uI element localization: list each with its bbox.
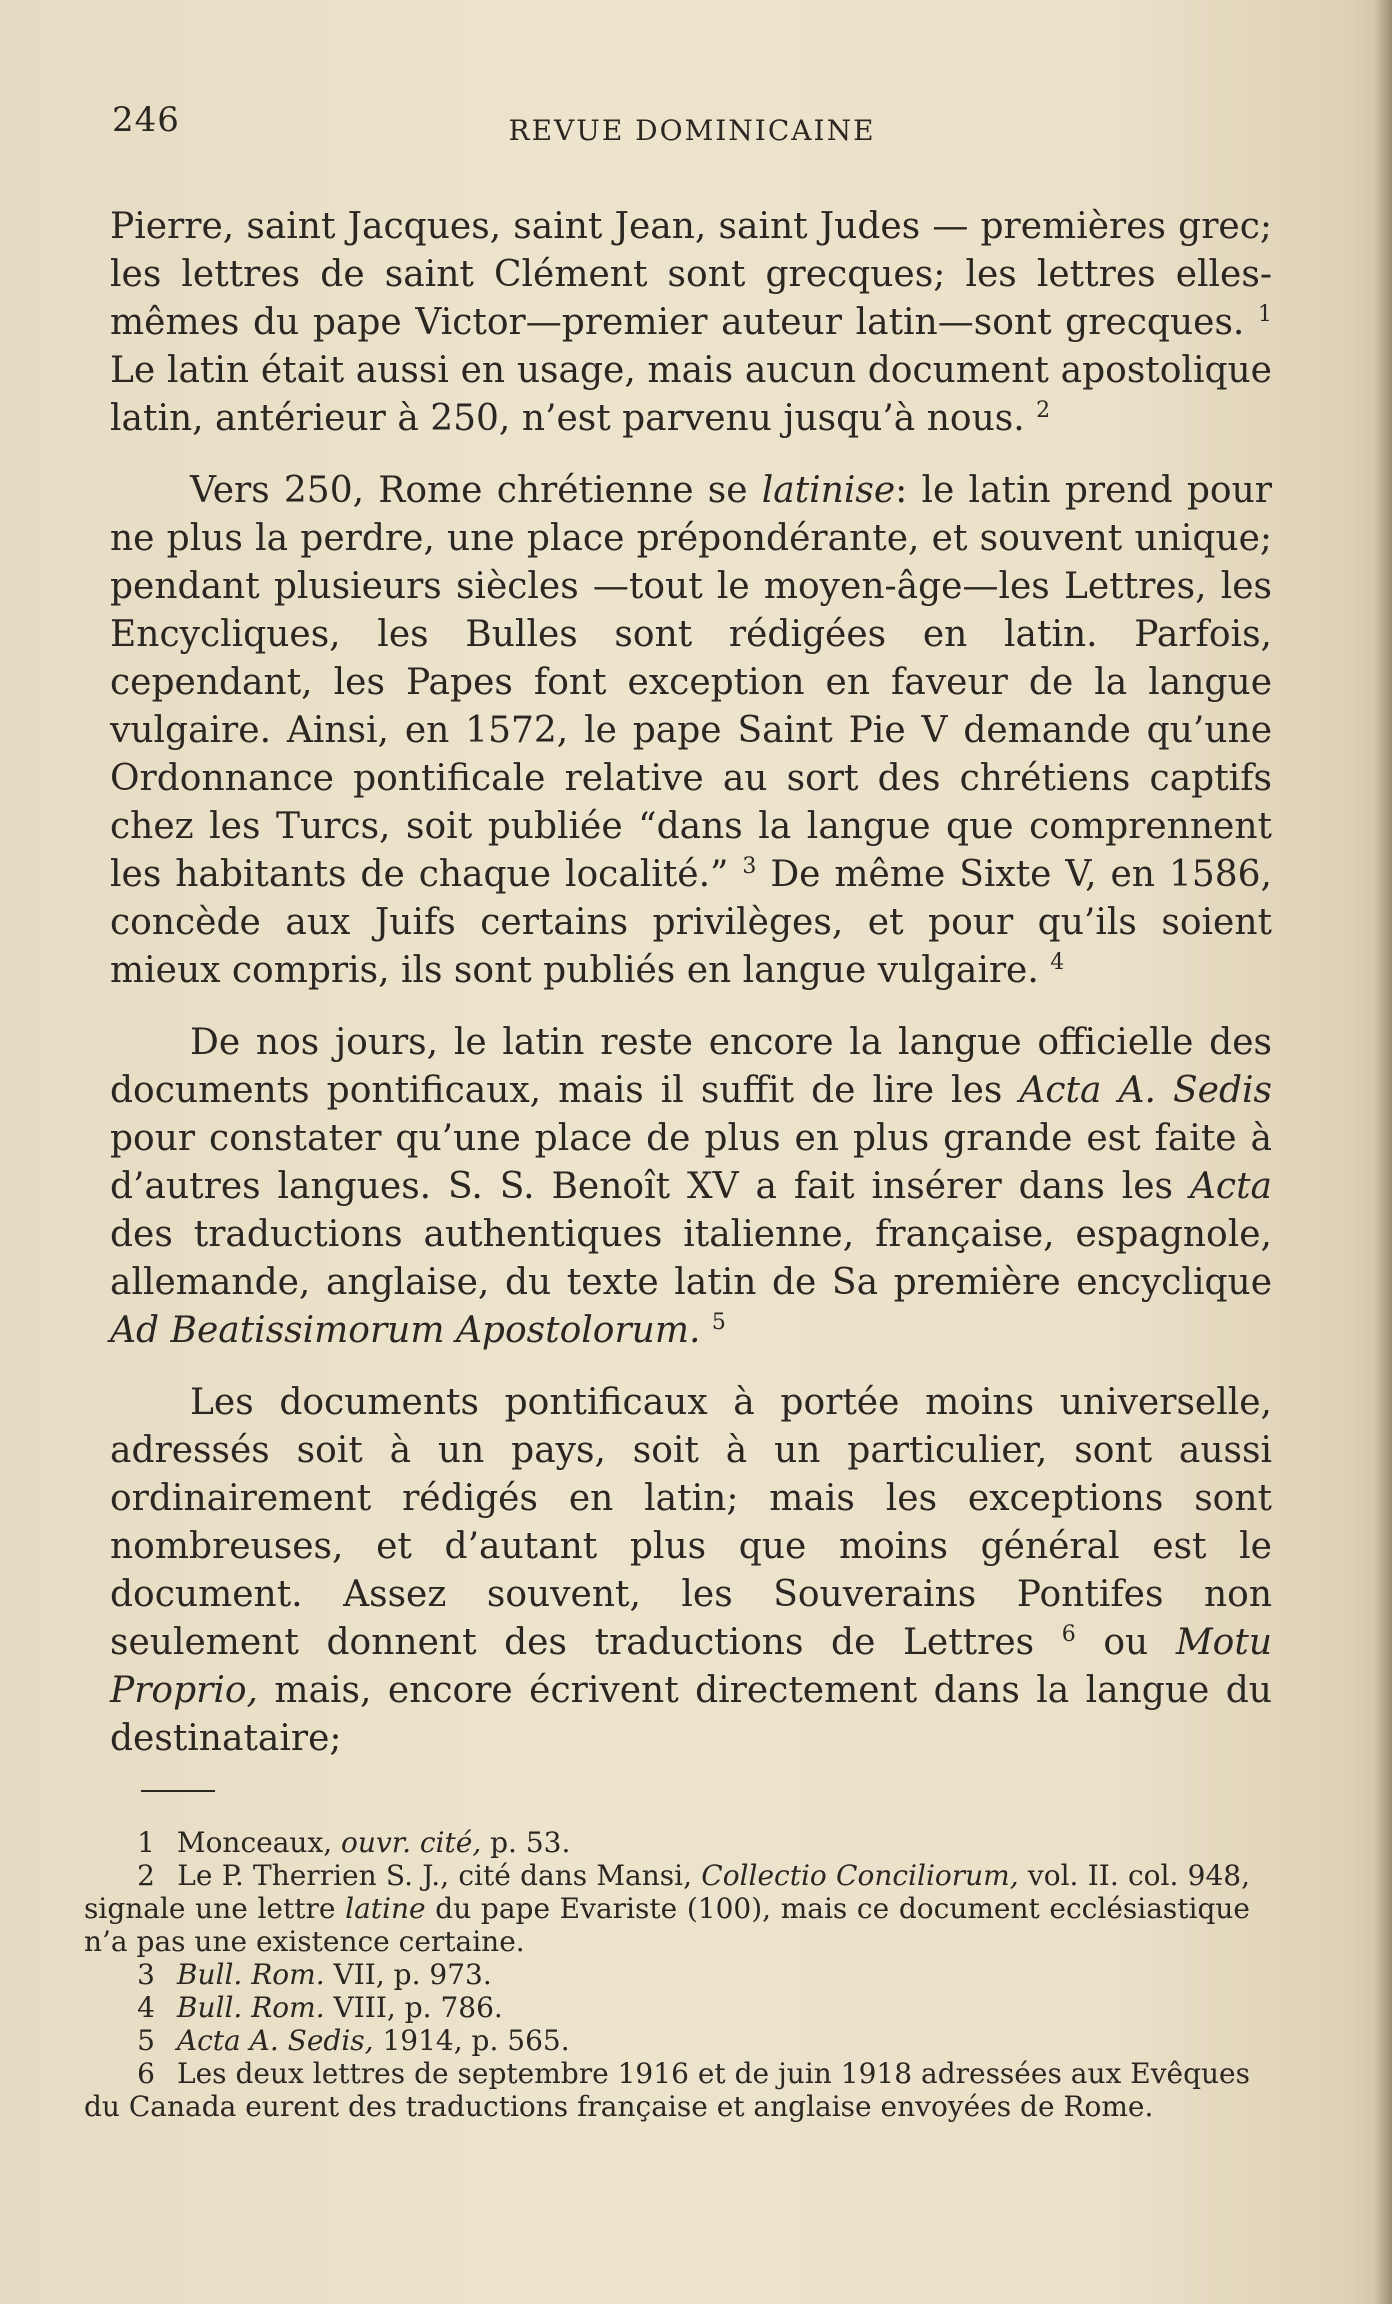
footnote-reference: 2: [1036, 398, 1051, 423]
italic-text: Motu Proprio,: [110, 1622, 1272, 1711]
text-run: du pape Evariste (100), mais ce document ecclésiastique n’a pas une existence certaine.: [84, 1892, 1251, 1958]
text-run: : le latin prend pour ne plus la perdre, une place prépondérante, et souvent unique; pendant plusieurs siècles —tout le moyen-âge—les Lettres, les Encycliques, les Bulles sont rédigées en latin. Parfois, cependant, les Papes font exception en faveur de la langue vulgaire. Ainsi, en 1572, le pape Saint Pie V demande qu’une Ordonnance pontificale relative au sort des chrétiens captifs chez les Turcs, soit publiée “dans la langue que comprennent les habitants de chaque localité.”: [110, 470, 1272, 895]
text-run: des traductions authentiques italienne, française, espagnole, allemande, anglaise, du texte latin de Sa première encyclique: [110, 1214, 1272, 1303]
paragraph: [110, 1019, 1272, 1355]
footnote: [84, 1991, 1250, 2024]
text-run: mais, encore écrivent directement dans la langue du destinataire;: [110, 1670, 1272, 1759]
text-run: pour constater qu’une place de plus en plus grande est faite à d’autres langues. S. S. Benoît XV a fait insérer dans les: [110, 1118, 1272, 1207]
footnote: [84, 2024, 1250, 2057]
text-run: VIII, p. 786.: [324, 1991, 503, 2024]
text-run: Monceaux,: [176, 1826, 342, 1859]
footnote-number: 4: [137, 1991, 155, 2024]
italic-text: latine: [345, 1892, 426, 1925]
text-run: ou: [1075, 1622, 1176, 1663]
text-run: De même Sixte V, en 1586, concède aux Juifs certains privilèges, et pour qu’ils soient mieux compris, ils sont publiés en langue vulgaire.: [110, 854, 1272, 991]
footnote-reference: 4: [1050, 950, 1065, 975]
footnotes: [84, 1826, 1250, 2123]
text-run: Vers 250, Rome chrétienne se: [190, 470, 762, 511]
italic-text: latinise: [761, 470, 896, 511]
footnote-reference: 1: [1258, 302, 1272, 327]
italic-text: Ad Beatissimorum Apostolorum.: [110, 1310, 701, 1351]
footnote-reference: 6: [1061, 1622, 1076, 1647]
text-run: Les documents pontificaux à portée moins universelle, adressés soit à un pays, soit à un particulier, sont aussi ordinairement rédigés en latin; mais les exceptions sont nombreuses, et d’autant plus que moins général est le document. Assez souvent, les Souverains Pontifes non seulement donnent des traductions de Lettres: [110, 1382, 1272, 1663]
italic-text: Collectio Conciliorum,: [701, 1859, 1019, 1892]
text-run: vol. II. col. 948, signale une lettre: [84, 1859, 1250, 1925]
text-run: De nos jours, le latin reste encore la langue officielle des documents pontificaux, mais il suffit de lire les: [110, 1022, 1272, 1111]
text-run: Les deux lettres de septembre 1916 et de juin 1918 adressées aux Evêques du Canada eurent des traductions française et anglaise envoyées de Rome.: [84, 2057, 1250, 2123]
footnote-number: 5: [137, 2024, 155, 2057]
running-head: REVUE DOMINICAINE: [508, 114, 876, 147]
text-run: Le latin était aussi en usage, mais aucun document apostolique latin, antérieur à 250, n’est parvenu jusqu’à nous.: [110, 350, 1272, 439]
italic-text: Bull. Rom.: [176, 1958, 325, 1991]
text-run: [700, 1310, 711, 1351]
footnote: [84, 1958, 1250, 1991]
footnote: [84, 2057, 1250, 2123]
italic-text: Acta A. Sedis,: [176, 2024, 374, 2057]
paragraph: [110, 1379, 1272, 1763]
page-number: 246: [112, 100, 180, 140]
italic-text: ouvr. cité,: [341, 1826, 482, 1859]
text-run: Pierre, saint Jacques, saint Jean, saint Judes — premières grec; les lettres de saint Clément sont grecques; les lettres elles-mêmes du pape Victor—premier auteur latin—sont grecques.: [110, 206, 1272, 343]
footnote-number: 2: [137, 1859, 155, 1892]
footnote-reference: 3: [742, 854, 757, 879]
text-run: p. 53.: [481, 1826, 571, 1859]
footnote-reference: 5: [711, 1310, 726, 1335]
footnote-number: 3: [137, 1958, 155, 1991]
footnote-rule: [141, 1790, 215, 1792]
italic-text: Acta: [1189, 1166, 1272, 1207]
text-run: 1914, p. 565.: [373, 2024, 570, 2057]
footnote-number: 1: [137, 1826, 155, 1859]
paragraph: [110, 203, 1272, 443]
footnote: [84, 1826, 1250, 1859]
paragraph: [110, 467, 1272, 995]
text-run: Le P. Therrien S. J., cité dans Mansi,: [177, 1859, 702, 1892]
page-header: [112, 100, 1272, 160]
footnote-number: 6: [137, 2057, 155, 2090]
main-text: [110, 203, 1272, 1763]
page-edge-shadow: [1374, 0, 1392, 2304]
italic-text: Acta A. Sedis: [1019, 1070, 1272, 1111]
footnote: [84, 1859, 1250, 1958]
text-run: VII, p. 973.: [324, 1958, 492, 1991]
italic-text: Bull. Rom.: [176, 1991, 325, 2024]
